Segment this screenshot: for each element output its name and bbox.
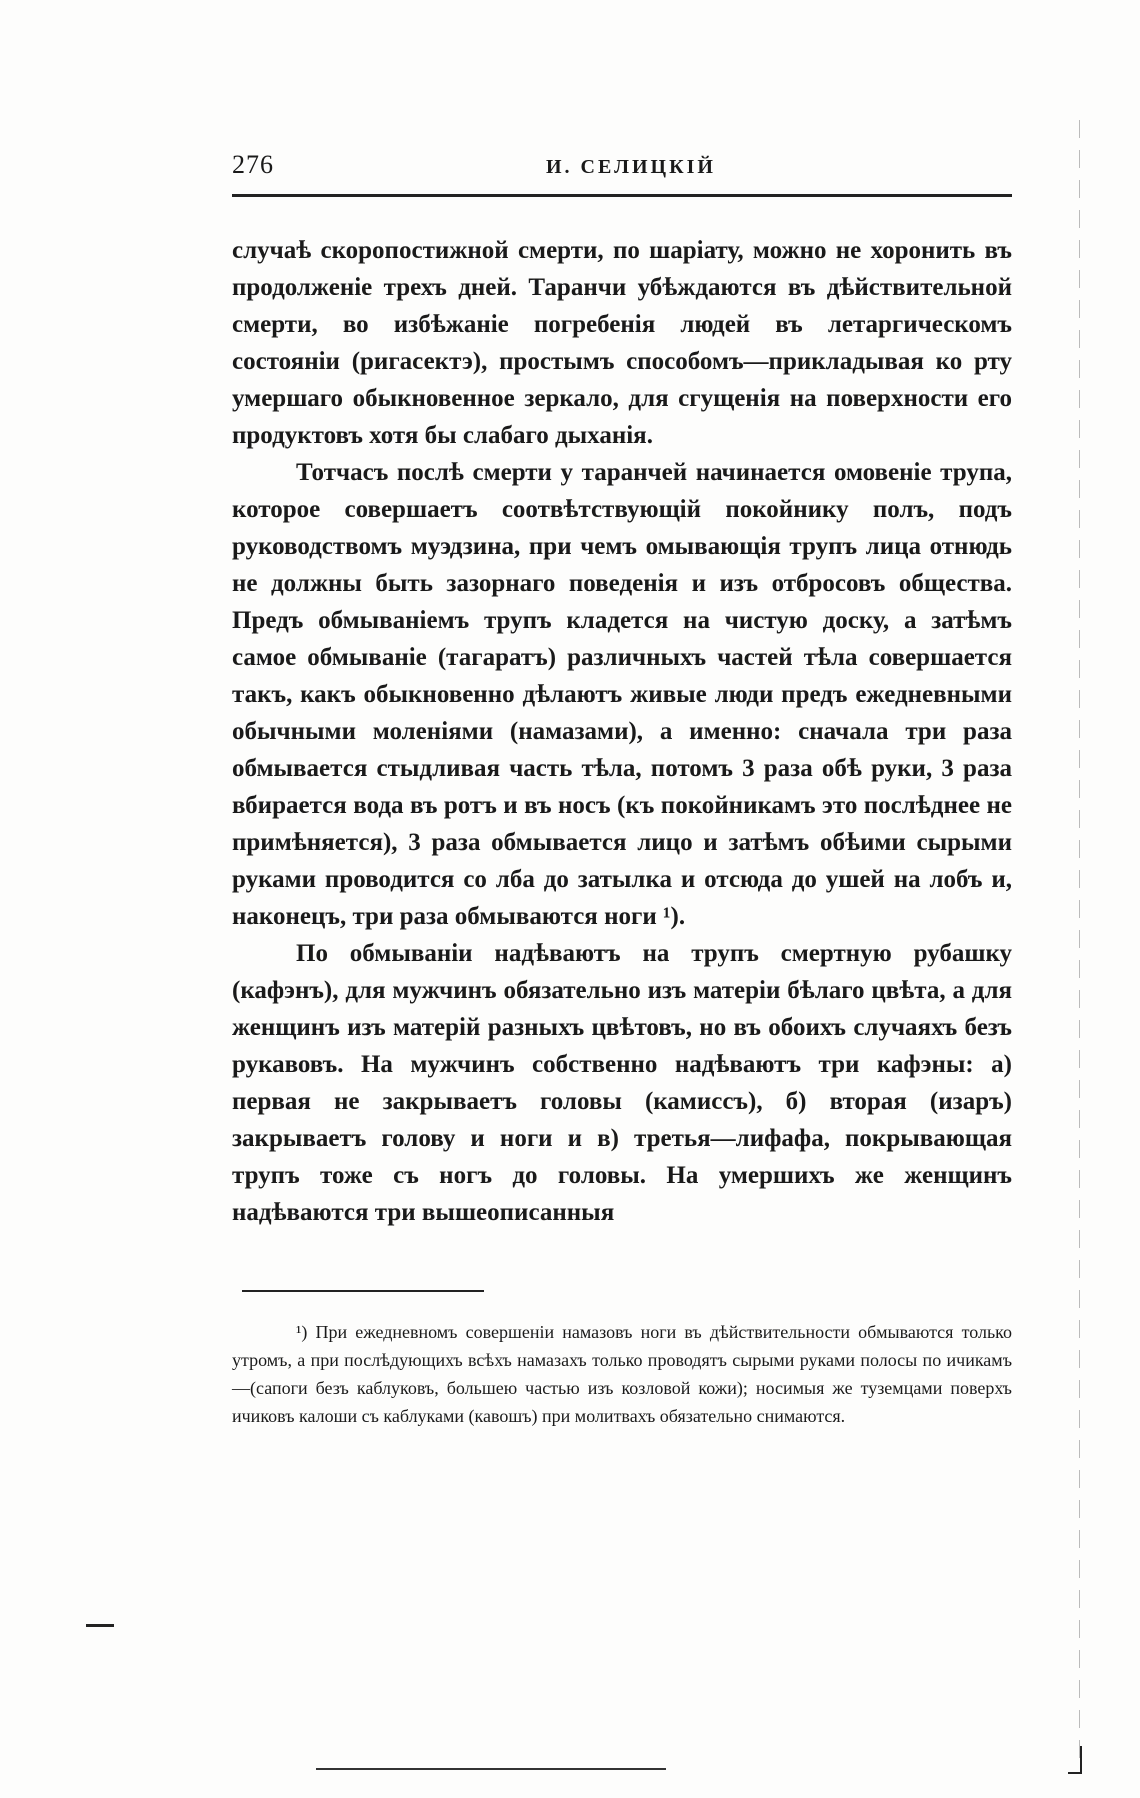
paragraph-3: По обмываніи надѣваютъ на трупъ смертную рубашку (кафэнъ), для мужчинъ обязательно изъ матеріи бѣлаго цвѣта, а для женщинъ изъ матерій разныхъ цвѣтовъ, но въ обоихъ случаяхъ безъ рукавовъ. На мужчинъ собственно надѣваютъ три кафэны: а) первая не закрываетъ головы (камиссъ), б) вторая (изаръ) закрываетъ голову и ноги и в) третья—лифафа, покрывающая трупъ тоже съ ногъ до головы. На умершихъ же женщинъ надѣваются три вышеописанныя [232, 940, 1012, 1226]
paragraph-2: Тотчасъ послѣ смерти у таранчей начинается омовеніе трупа, которое совершаетъ соотвѣтствующій покойнику полъ, подъ руководствомъ муэдзина, при чемъ омывающія трупъ лица отнюдь не должны быть зазорнаго поведенія и изъ отбросовъ общества. Предъ обмываніемъ трупъ кладется на чистую доску, а затѣмъ самое обмываніе (тагаратъ) различныхъ частей тѣла совершается такъ, какъ обыкновенно дѣлаютъ живые люди предъ ежедневными обычными моленіями (намазами), а именно: сначала три раза обмывается стыдливая часть тѣла, потомъ 3 раза обѣ руки, 3 раза вбирается вода въ ротъ и въ носъ (къ покойникамъ это послѣднее не примѣняется), 3 раза обмывается лицо и затѣмъ обѣими сырыми руками проводится со лба до затылка и отсюда до ушей на лобъ и, наконецъ, три раза обмываются ноги ¹). [232, 459, 1012, 930]
header-rule [232, 194, 1012, 197]
corner-mark [1068, 1746, 1082, 1774]
footnote [232, 1318, 1012, 1430]
margin-dash-mark [86, 1624, 114, 1627]
footnote-rule [242, 1290, 484, 1292]
page-header [232, 150, 1012, 194]
running-head: И. СЕЛИЦКІЙ [546, 156, 716, 178]
paragraph-1: случаѣ скоропостижной смерти, по шаріату, можно не хоронить въ продолженіе трехъ дней. Таранчи убѣждаются въ дѣйствительной смерти, во избѣжаніе погребенія людей въ летаргическомъ состояніи (ригасектэ), простымъ способомъ—прикладывая ко рту умершаго обыкновенное зеркало, для сгущенія на поверхности его продуктовъ хотя бы слабаго дыханія. [232, 237, 1012, 449]
page-number: 276 [232, 150, 274, 179]
bottom-scan-rule [316, 1768, 666, 1770]
scan-margin-line [1079, 120, 1080, 1760]
body-text [232, 232, 1012, 1231]
footnote-text: ¹) При ежедневномъ совершеніи намазовъ ноги въ дѣйствительности обмываются только утромъ, а при послѣдующихъ всѣхъ намазахъ только проводятъ сырыми руками полосы по ичикамъ—(сапоги безъ каблуковъ, большею частью изъ козловой кожи); носимыя же туземцами поверхъ ичиковъ калоши съ каблуками (кавошъ) при молитвахъ обязательно снимаются. [232, 1322, 1012, 1426]
